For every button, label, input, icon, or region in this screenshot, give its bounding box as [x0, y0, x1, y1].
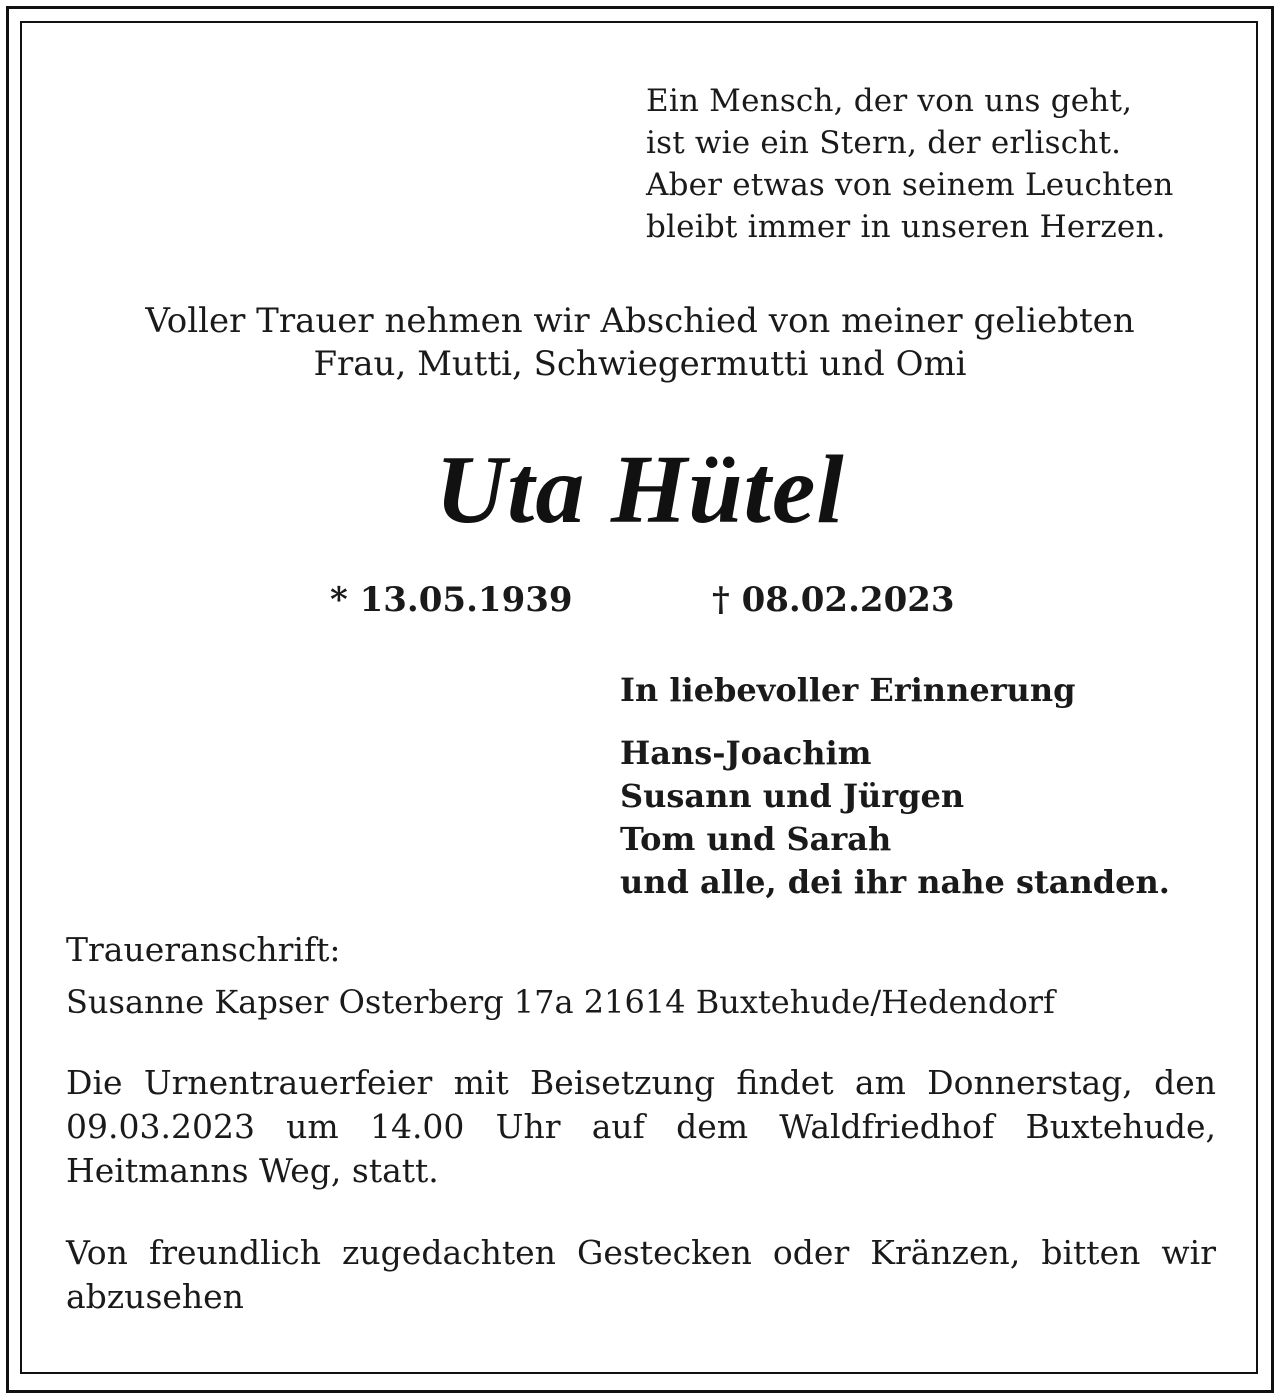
verse-line: bleibt immer in unseren Herzen. — [646, 209, 1166, 245]
memorial-verse — [646, 80, 1246, 248]
verse-line: Ein Mensch, der von uns geht, — [646, 83, 1133, 119]
birth-date: * 13.05.1939 — [330, 580, 573, 620]
verse-line: Aber etwas von seinem Leuchten — [646, 167, 1174, 203]
deceased-name: Uta Hütel — [435, 436, 845, 544]
mourner-name: und alle, dei ihr nahe standen. — [620, 863, 1170, 901]
intro-line-1: Voller Trauer nehmen wir Abschied von meiner geliebten — [145, 301, 1135, 341]
address-label: Traueranschrift: — [66, 930, 341, 969]
mourner-name: Susann und Jürgen — [620, 777, 965, 815]
mourner-name: Hans-Joachim — [620, 734, 872, 772]
death-date: † 08.02.2023 — [712, 580, 955, 620]
address-text: Susanne Kapser Osterberg 17a 21614 Buxtehude/Hedendorf — [66, 983, 1055, 1021]
ceremony-text: Die Urnentrauerfeier mit Beisetzung findet am Donnerstag, den 09.03.2023 um 14.00 Uhr auf dem Waldfriedhof Buxtehude, Heitmanns Weg, statt. — [66, 1063, 1216, 1190]
verse-line: ist wie ein Stern, der erlischt. — [646, 125, 1122, 161]
mourners-list — [620, 732, 1170, 904]
mourner-name: Tom und Sarah — [620, 820, 892, 858]
request-text: Von freundlich zugedachten Gestecken oder Kränzen, bitten wir abzusehen — [66, 1233, 1216, 1316]
intro-line-2: Frau, Mutti, Schwiegermutti und Omi — [313, 344, 967, 384]
intro-text — [30, 300, 1250, 386]
memory-heading: In liebevoller Erinnerung — [620, 671, 1076, 709]
